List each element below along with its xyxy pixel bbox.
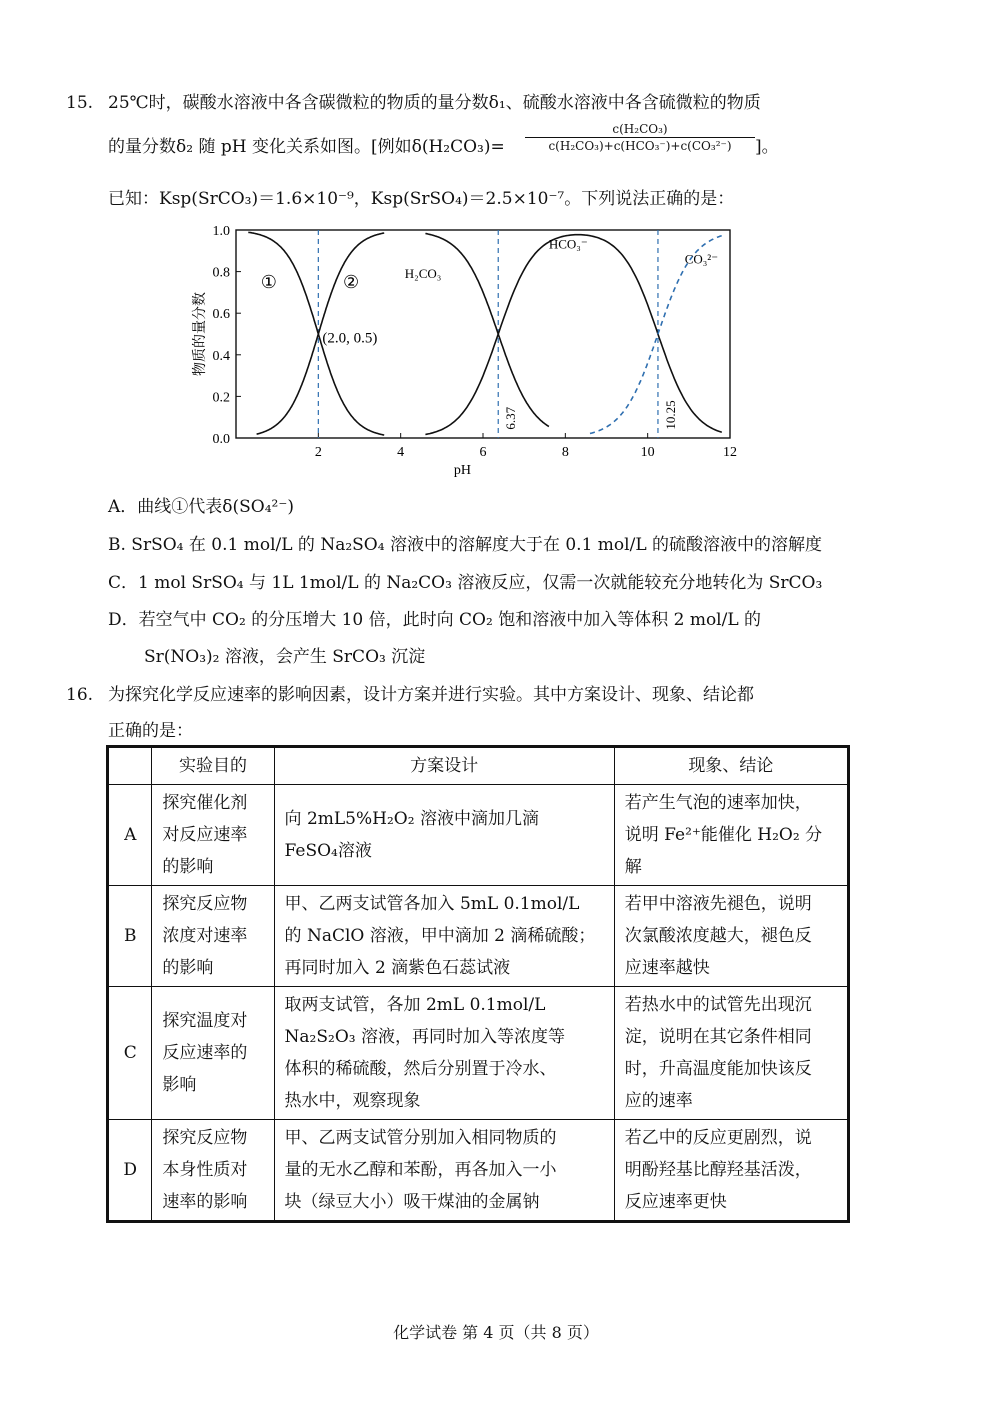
curve-label-1: ① bbox=[260, 272, 277, 293]
row-purpose-line: 对反应速率 bbox=[162, 825, 248, 845]
row-design-line: 的 NaClO 溶液，甲中滴加 2 滴稀硫酸； bbox=[284, 926, 596, 946]
row-result bbox=[614, 886, 848, 987]
header-empty bbox=[108, 747, 152, 785]
experiment-table bbox=[106, 745, 850, 1223]
row-design-line: FeSO₄溶液 bbox=[284, 841, 372, 861]
table-row bbox=[108, 1120, 849, 1222]
y-axis-label: 物质的量分数 bbox=[193, 292, 208, 376]
curve-label-hco3: HCO₃⁻ bbox=[548, 236, 588, 252]
row-design-line: 体积的稀硫酸，然后分别置于冷水、 bbox=[284, 1059, 557, 1079]
fraction-formula bbox=[525, 122, 755, 153]
header-design: 方案设计 bbox=[274, 747, 614, 785]
row-result-line: 若甲中溶液先褪色，说明 bbox=[624, 894, 812, 914]
row-letter: C bbox=[108, 987, 152, 1120]
row-result-line: 次氯酸浓度越大，褪色反 bbox=[624, 926, 812, 946]
row-purpose-line: 本身性质对 bbox=[162, 1160, 248, 1180]
option-b: B. SrSO₄ 在 0.1 mol/L 的 Na₂SO₄ 溶液中的溶解度大于在 0.1 mol/L 的硫酸溶液中的溶解度 bbox=[108, 535, 823, 555]
row-purpose-line: 浓度对速率 bbox=[162, 926, 248, 946]
plot-frame bbox=[236, 230, 730, 438]
row-purpose bbox=[152, 1120, 274, 1222]
q15-line1: 25℃时，碳酸水溶液中各含碳微粒的物质的量分数δ₁、硫酸水溶液中各含硫微粒的物质 bbox=[108, 93, 761, 113]
table-row bbox=[108, 987, 849, 1120]
row-design-line: 再同时加入 2 滴紫色石蕊试液 bbox=[284, 958, 511, 978]
x-tick-label: 6 bbox=[479, 445, 487, 460]
row-design bbox=[274, 785, 614, 886]
x-tick-label: 2 bbox=[314, 445, 322, 460]
row-result-line: 解 bbox=[624, 857, 642, 877]
option-d: D．若空气中 CO₂ 的分压增大 10 倍，此时向 CO₂ 饱和溶液中加入等体积 2 mol/L 的 bbox=[108, 610, 762, 630]
q15-line2-suffix: ]。 bbox=[755, 137, 779, 157]
header-result: 现象、结论 bbox=[614, 747, 848, 785]
row-result-line: 若乙中的反应更剧烈，说 bbox=[624, 1128, 812, 1148]
row-letter: D bbox=[108, 1120, 152, 1222]
fraction-denominator: c(H₂CO₃)+c(HCO₃⁻)+c(CO₃²⁻) bbox=[548, 139, 732, 153]
y-tick-label: 0.0 bbox=[212, 432, 230, 447]
row-result bbox=[614, 987, 848, 1120]
header-purpose: 实验目的 bbox=[152, 747, 274, 785]
curve-h2co3 bbox=[425, 234, 549, 430]
row-purpose bbox=[152, 886, 274, 987]
row-purpose-line: 速率的影响 bbox=[162, 1192, 248, 1212]
row-purpose-line: 探究反应物 bbox=[162, 894, 248, 914]
row-result-line: 说明 Fe²⁺能催化 H₂O₂ 分 bbox=[624, 825, 823, 845]
table-row bbox=[108, 886, 849, 987]
q15-number: 15. bbox=[66, 93, 94, 113]
row-design-line: 向 2mL5%H₂O₂ 溶液中滴加几滴 bbox=[284, 809, 539, 829]
x-tick-label: 10 bbox=[640, 445, 655, 460]
row-purpose-line: 探究反应物 bbox=[162, 1128, 248, 1148]
row-design bbox=[274, 886, 614, 987]
y-tick-label: 0.8 bbox=[212, 265, 230, 281]
table-header-row bbox=[108, 747, 849, 785]
row-purpose-line: 反应速率的 bbox=[162, 1043, 248, 1063]
row-result-line: 若产生气泡的速率加快， bbox=[624, 793, 812, 813]
table-row bbox=[108, 785, 849, 886]
row-result bbox=[614, 1120, 848, 1222]
q15-line3: 已知：Ksp(SrCO₃)＝1.6×10⁻⁹，Ksp(SrSO₄)＝2.5×10⁻⁷。下列说法正确的是： bbox=[108, 189, 735, 209]
y-tick-label: 0.4 bbox=[212, 348, 230, 364]
fraction-numerator: c(H₂CO₃) bbox=[612, 122, 668, 136]
row-purpose-line: 的影响 bbox=[162, 857, 214, 877]
q16-line1: 为探究化学反应速率的影响因素，设计方案并进行实验。其中方案设计、现象、结论都 bbox=[108, 685, 754, 705]
x-axis-label: pH bbox=[453, 463, 471, 478]
y-tick-label: 1.0 bbox=[212, 224, 230, 239]
x-tick-label: 12 bbox=[723, 445, 737, 460]
row-design bbox=[274, 987, 614, 1120]
x-tick-label: 8 bbox=[561, 445, 569, 460]
row-design-line: 取两支试管，各加 2mL 0.1mol/L bbox=[284, 995, 546, 1015]
row-result-line: 明酚羟基比醇羟基活泼， bbox=[624, 1160, 812, 1180]
q16-number: 16. bbox=[66, 685, 94, 705]
option-d-cont: Sr(NO₃)₂ 溶液，会产生 SrCO₃ 沉淀 bbox=[144, 647, 426, 667]
curve-label-h2co3: H₂CO₃ bbox=[404, 265, 442, 281]
row-purpose bbox=[152, 987, 274, 1120]
row-result-line: 应的速率 bbox=[624, 1091, 693, 1111]
curve-label-2: ② bbox=[343, 272, 360, 293]
row-purpose-line: 探究催化剂 bbox=[162, 793, 248, 813]
q15-line2-prefix: 的量分数δ₂ 随 pH 变化关系如图。[例如δ(H₂CO₃)= bbox=[108, 137, 505, 157]
curve-label-co3: CO₃²⁻ bbox=[684, 251, 719, 267]
row-result-line: 时，升高温度能加快该反 bbox=[624, 1059, 812, 1079]
row-design-line: 量的无水乙醇和苯酚，再各加入一小 bbox=[284, 1160, 557, 1180]
y-tick-label: 0.2 bbox=[212, 390, 230, 406]
row-design-line: 块（绿豆大小）吸干煤油的金属钠 bbox=[284, 1192, 540, 1212]
option-c: C．1 mol SrSO₄ 与 1L 1mol/L 的 Na₂CO₃ 溶液反应，仅需一次就能较充分地转化为 SrCO₃ bbox=[108, 573, 823, 593]
row-purpose-line: 的影响 bbox=[162, 958, 214, 978]
row-design-line: Na₂S₂O₃ 溶液，再同时加入等浓度等 bbox=[284, 1027, 565, 1047]
fraction-bar bbox=[525, 137, 755, 138]
row-result bbox=[614, 785, 848, 886]
row-result-line: 应速率越快 bbox=[624, 958, 710, 978]
pka1-annotation: 6.37 bbox=[503, 406, 519, 430]
row-purpose-line: 影响 bbox=[162, 1075, 197, 1095]
q16-line2: 正确的是： bbox=[108, 721, 193, 741]
row-design-line: 甲、乙两支试管各加入 5mL 0.1mol/L bbox=[284, 894, 580, 914]
y-tick-label: 0.6 bbox=[212, 307, 230, 323]
row-design-line: 热水中，观察现象 bbox=[284, 1091, 421, 1111]
option-a: A．曲线①代表δ(SO₄²⁻) bbox=[108, 497, 294, 517]
row-design-line: 甲、乙两支试管分别加入相同物质的 bbox=[284, 1128, 557, 1148]
row-purpose bbox=[152, 785, 274, 886]
row-result-line: 淀，说明在其它条件相同 bbox=[624, 1027, 812, 1047]
pka2-annotation: 10.25 bbox=[662, 400, 678, 430]
page-footer: 化学试卷 第 4 页（共 8 页） bbox=[393, 1323, 599, 1342]
species-fraction-chart bbox=[180, 220, 740, 490]
row-purpose-line: 探究温度对 bbox=[162, 1011, 248, 1031]
row-letter: A bbox=[108, 785, 152, 886]
row-letter: B bbox=[108, 886, 152, 987]
row-result-line: 若热水中的试管先出现沉 bbox=[624, 995, 812, 1015]
row-design bbox=[274, 1120, 614, 1222]
row-result-line: 反应速率更快 bbox=[624, 1192, 727, 1212]
x-tick-label: 4 bbox=[397, 445, 405, 460]
point-annotation: (2.0, 0.5) bbox=[322, 330, 378, 347]
